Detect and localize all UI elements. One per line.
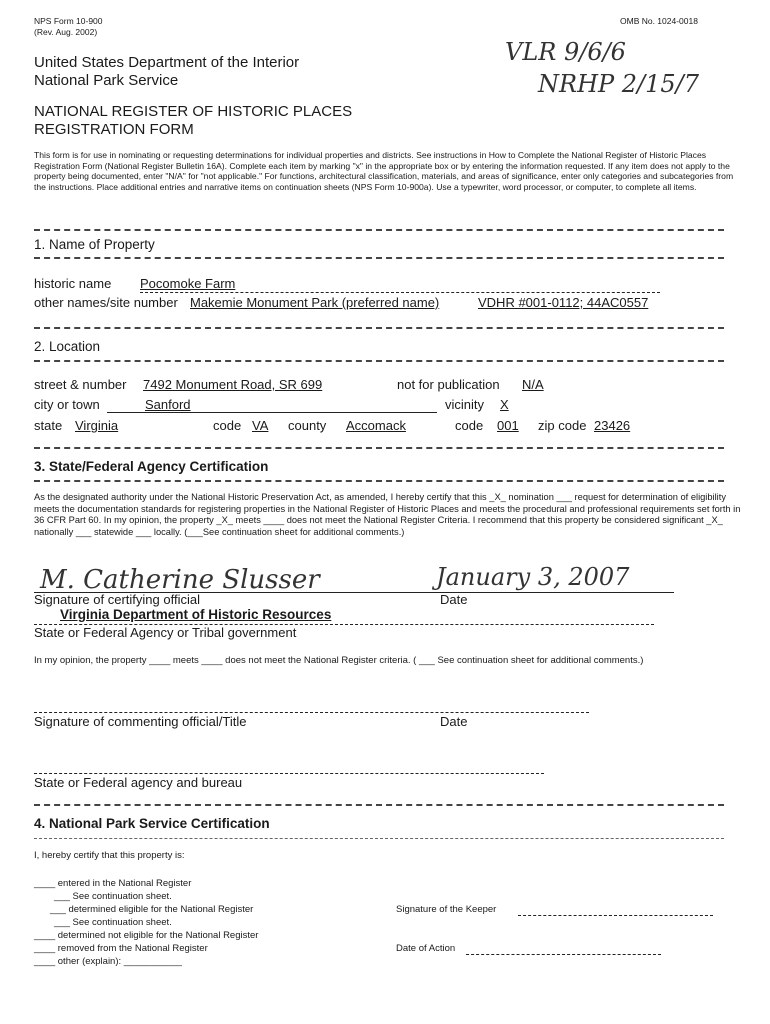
instructions-paragraph: This form is for use in nominating or requesting determinations for individual properties and districts. See instructions in How to Complete the National Register of Historic Places Registration Form (National Register Bulletin 16A). Complete each item by marking "x" in the appropriate box or by entering the information requested. If any item does not apply to the property being documented, enter "N/A" for "not applicable." For functions, architectural classification, materials, and areas of significance, enter only categories and subcategories from the instructions. Place additional entries and narrative items on continuation sheets (NPS Form 10-900a). Use a typewriter, word processor, or computer, to complete all items. bbox=[34, 150, 734, 192]
removed-register-item: ____ removed from the National Register bbox=[34, 943, 208, 954]
continuation-sheet-item: ___ See continuation sheet. bbox=[54, 891, 172, 902]
section-divider bbox=[34, 838, 724, 839]
section-2-heading: 2. Location bbox=[34, 339, 101, 354]
date-of-action-label: Date of Action bbox=[396, 943, 456, 954]
form-number: NPS Form 10-900 bbox=[34, 16, 103, 26]
vicinity-label: vicinity bbox=[445, 397, 485, 412]
opinion-paragraph: In my opinion, the property ____ meets ____ does not meet the National Register criteria. ( ___ See continuation sheet for additional comments.) bbox=[34, 655, 644, 666]
city-label: city or town bbox=[34, 397, 100, 412]
commenting-date-label: Date bbox=[440, 714, 468, 729]
state-value: Virginia bbox=[75, 418, 119, 433]
zip-value: 23426 bbox=[594, 418, 631, 433]
continuation-sheet-item: ___ See continuation sheet. bbox=[54, 917, 172, 928]
county-code-value: 001 bbox=[497, 418, 519, 433]
handwritten-vlr-note: VLR 9/6/6 bbox=[505, 38, 626, 66]
section-divider bbox=[34, 229, 724, 231]
form-title: NATIONAL REGISTER OF HISTORIC PLACES bbox=[34, 103, 353, 120]
official-signature: M. Catherine Slusser bbox=[40, 565, 320, 595]
section-divider bbox=[34, 480, 724, 482]
section-divider bbox=[34, 360, 724, 362]
not-for-publication-label: not for publication bbox=[397, 377, 500, 392]
state-label: state bbox=[34, 418, 63, 433]
other-explain-item: ____ other (explain): ___________ bbox=[34, 956, 182, 967]
section-3-heading: 3. State/Federal Agency Certification bbox=[34, 459, 269, 474]
historic-name-value: Pocomoke Farm bbox=[140, 276, 236, 291]
section-4-heading: 4. National Park Service Certification bbox=[34, 816, 270, 831]
vicinity-value: X bbox=[500, 397, 509, 412]
city-value: Sanford bbox=[145, 397, 191, 412]
keeper-signature-label: Signature of the Keeper bbox=[396, 904, 497, 915]
street-value: 7492 Monument Road, SR 699 bbox=[143, 377, 323, 392]
service-name: National Park Service bbox=[34, 72, 179, 89]
state-code-label: code bbox=[213, 418, 242, 433]
section-divider bbox=[34, 257, 724, 259]
section-1-heading: 1. Name of Property bbox=[34, 237, 155, 252]
county-code-label: code bbox=[455, 418, 484, 433]
agency-label: State or Federal Agency or Tribal government bbox=[34, 625, 297, 640]
other-names-value: Makemie Monument Park (preferred name) bbox=[190, 295, 440, 310]
handwritten-certification-date: January 3, 2007 bbox=[436, 563, 630, 591]
other-names-label: other names/site number bbox=[34, 295, 178, 310]
site-number-value: VDHR #001-0112; 44AC0557 bbox=[478, 295, 649, 310]
agency-value: Virginia Department of Historic Resources bbox=[60, 607, 332, 622]
county-value: Accomack bbox=[346, 418, 406, 433]
certification-date-label: Date bbox=[440, 592, 468, 607]
street-label: street & number bbox=[34, 377, 127, 392]
commenting-signature-label: Signature of commenting official/Title bbox=[34, 714, 247, 729]
determined-eligible-item: ___ determined eligible for the National Register bbox=[50, 904, 254, 915]
county-label: county bbox=[288, 418, 327, 433]
section-divider bbox=[34, 804, 724, 806]
entered-register-item: ____ entered in the National Register bbox=[34, 878, 192, 889]
signature-certifying-label: Signature of certifying official bbox=[34, 592, 200, 607]
form-revision: (Rev. Aug. 2002) bbox=[34, 27, 98, 37]
certification-paragraph: As the designated authority under the National Historic Preservation Act, as amended, I hereby certify that this _X_ nomination ___ request for determination of eligibility meets the documentation standards for registering properties in the National Register of Historic Places and meets the procedural and professional requirements set forth in 36 CFR Part 60. In my opinion, the property _X_ meets ____ does not meet the National Register Criteria. I recommend that this property be considered significant _X_ nationally ___ statewide ___ locally. (___See continuation sheet for additional comments.) bbox=[34, 492, 741, 537]
historic-name-label: historic name bbox=[34, 276, 112, 291]
form-subtitle: REGISTRATION FORM bbox=[34, 121, 194, 138]
not-for-publication-value: N/A bbox=[522, 377, 544, 392]
not-eligible-item: ____ determined not eligible for the National Register bbox=[34, 930, 259, 941]
federal-bureau-label: State or Federal agency and bureau bbox=[34, 775, 243, 790]
omb-number: OMB No. 1024-0018 bbox=[620, 16, 698, 26]
nps-certify-statement: I, hereby certify that this property is: bbox=[34, 850, 185, 861]
handwritten-nrhp-note: NRHP 2/15/7 bbox=[538, 70, 700, 98]
state-code-value: VA bbox=[252, 418, 269, 433]
zip-label: zip code bbox=[538, 418, 587, 433]
section-divider bbox=[34, 447, 724, 449]
department-name: United States Department of the Interior bbox=[34, 54, 300, 71]
section-divider bbox=[34, 327, 724, 329]
